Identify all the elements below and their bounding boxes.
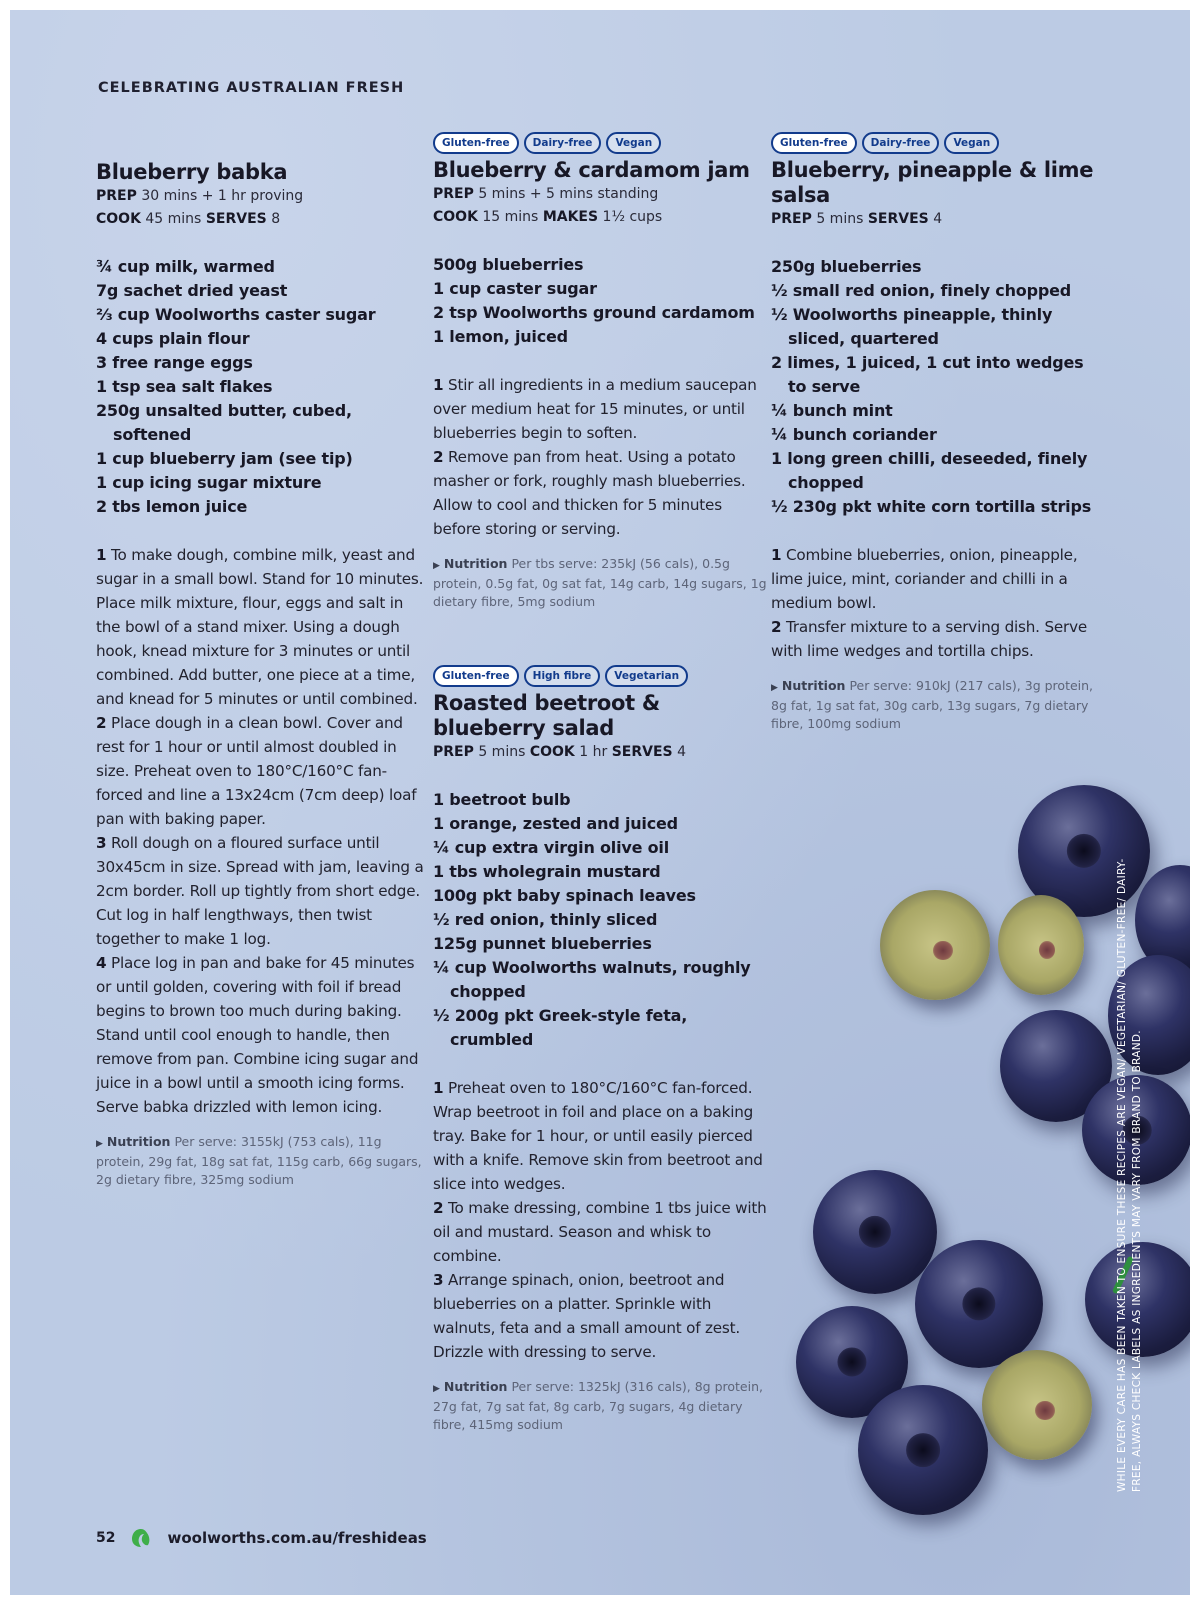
blueberry	[915, 1240, 1043, 1368]
triangle-bullet-icon: ▶	[433, 1384, 440, 1394]
nutrition-info	[96, 1133, 426, 1189]
method-steps	[96, 543, 426, 1119]
ingredient-item: ¼ cup Woolworths walnuts, roughly chopped	[433, 958, 751, 1001]
recipe-roasted-beetroot-salad	[433, 665, 768, 1434]
nutrition-info	[433, 555, 768, 611]
badge-gluten-free: Gluten-free	[771, 132, 857, 154]
ingredient-item: 7g sachet dried yeast	[96, 281, 288, 300]
nutrition-label: Nutrition	[781, 678, 846, 693]
ingredient-item: ½ small red onion, finely chopped	[771, 281, 1071, 300]
cook-value: 45 mins	[145, 211, 202, 227]
ingredient-item: 1 cup icing sugar mixture	[96, 473, 322, 492]
step-number: 2	[96, 714, 107, 732]
nutrition-label: Nutrition	[106, 1134, 171, 1149]
method-steps	[433, 373, 768, 541]
recipe-blueberry-pineapple-salsa	[771, 132, 1101, 733]
badge-vegan: Vegan	[944, 132, 999, 154]
method-steps	[771, 543, 1101, 663]
page-footer	[96, 1526, 427, 1550]
blueberry-seed	[1035, 1401, 1055, 1421]
step-number: 4	[96, 954, 107, 972]
blueberry	[858, 1385, 988, 1515]
blueberry	[813, 1170, 937, 1294]
ingredient-list	[771, 255, 1101, 519]
blueberry-crown	[906, 1433, 940, 1467]
prep-label: PREP	[771, 211, 812, 227]
step-number: 1	[433, 376, 444, 394]
makes-label: MAKES	[542, 209, 599, 225]
recipe-meta	[771, 208, 1101, 231]
nutrition-text: Per tbs serve: 235kJ (56 cals), 0.5g protein, 0.5g fat, 0g sat fat, 14g carb, 14g sugars, 1g dietary fibre, 5mg sodium	[433, 556, 767, 609]
ingredient-item: 125g punnet blueberries	[433, 934, 652, 953]
recipe-page	[10, 10, 1190, 1595]
ingredient-item: ¼ bunch coriander	[771, 425, 937, 444]
ingredient-item: ½ 230g pkt white corn tortilla strips	[771, 497, 1092, 516]
ingredient-item: ½ Woolworths pineapple, thinly sliced, quartered	[771, 305, 1053, 348]
serves-label: SERVES	[205, 211, 267, 227]
step-number: 1	[771, 546, 782, 564]
recipe-title: Blueberry & cardamom jam	[433, 158, 750, 182]
serves-value: 4	[933, 211, 943, 227]
method-step	[771, 543, 1101, 615]
section-title: CELEBRATING AUSTRALIAN FRESH	[98, 80, 405, 96]
footer-url-link[interactable]: woolworths.com.au/freshideas	[167, 1529, 427, 1547]
prep-label: PREP	[433, 744, 474, 760]
method-step	[771, 615, 1101, 663]
step-text: Place log in pan and bake for 45 minutes or until golden, covering with foil if bread begins to brown too much during baking. Stand until cool enough to handle, then remove from pan. Combine icing sugar and juice in a bowl until a smooth icing forms. Serve babka drizzled with lemon icing.	[96, 954, 419, 1116]
step-number: 2	[433, 448, 444, 466]
recipe-title: Blueberry babka	[96, 160, 288, 184]
step-text: Remove pan from heat. Using a potato masher or fork, roughly mash blueberries. Allow to cool and thicken for 5 minutes before storing or serving.	[433, 448, 746, 538]
ingredient-item: ¼ cup extra virgin olive oil	[433, 838, 669, 857]
woolworths-logo-icon	[129, 1526, 153, 1550]
step-number: 1	[433, 1079, 444, 1097]
triangle-bullet-icon: ▶	[771, 683, 778, 693]
badge-vegan: Vegan	[606, 132, 661, 154]
ingredient-list	[433, 253, 768, 349]
blueberry-crown	[859, 1216, 891, 1248]
ingredient-item: 1 lemon, juiced	[433, 327, 568, 346]
dietary-badges	[433, 665, 768, 687]
ingredient-item: 1 long green chilli, deseeded, finely chopped	[771, 449, 1088, 492]
column-right	[771, 132, 1101, 733]
method-step	[433, 1196, 768, 1268]
nutrition-text: Per serve: 1325kJ (316 cals), 8g protein, 27g fat, 7g sat fat, 8g carb, 7g sugars, 4g dietary fibre, 415mg sodium	[433, 1379, 763, 1432]
ingredient-item: 3 free range eggs	[96, 353, 253, 372]
method-step	[96, 711, 426, 831]
ingredient-item: 1 cup blueberry jam (see tip)	[96, 449, 353, 468]
method-steps	[433, 1076, 768, 1364]
badge-high-fibre: High fibre	[524, 665, 601, 687]
blueberry-half	[998, 895, 1084, 995]
recipe-title: Roasted beetroot & blueberry salad	[433, 691, 660, 740]
step-number: 2	[433, 1199, 444, 1217]
page-number: 52	[96, 1530, 116, 1546]
ingredient-item: 2 limes, 1 juiced, 1 cut into wedges to serve	[771, 353, 1084, 396]
step-number: 3	[433, 1271, 444, 1289]
step-text: Roll dough on a floured surface until 30x45cm in size. Spread with jam, leaving a 2cm border. Roll up tightly from short edge. Cut log in half lengthways, then twist together to make 1 log.	[96, 834, 424, 948]
ingredient-item: 2 tbs lemon juice	[96, 497, 248, 516]
ingredient-item: 250g unsalted butter, cubed, softened	[96, 401, 352, 444]
method-step	[96, 543, 426, 711]
blueberry-seed	[933, 941, 953, 961]
prep-value: 30 mins + 1 hr proving	[141, 188, 304, 204]
step-text: Place dough in a clean bowl. Cover and rest for 1 hour or until almost doubled in size. Preheat oven to 180°C/160°C fan-forced and line a 13x24cm (7cm deep) loaf pan with baking paper.	[96, 714, 417, 828]
method-step	[433, 1268, 768, 1364]
prep-value: 5 mins	[478, 744, 526, 760]
nutrition-info	[771, 677, 1101, 733]
blueberry-half	[880, 890, 990, 1000]
ingredient-item: 1 cup caster sugar	[433, 279, 597, 298]
ingredient-item: 1 tsp sea salt flakes	[96, 377, 273, 396]
recipe-title: Blueberry, pineapple & lime salsa	[771, 158, 1094, 207]
ingredient-item: 2 tsp Woolworths ground cardamom	[433, 303, 755, 322]
step-text: Combine blueberries, onion, pineapple, lime juice, mint, coriander and chilli in a medium bowl.	[771, 546, 1078, 612]
triangle-bullet-icon: ▶	[433, 561, 440, 571]
cook-label: COOK	[529, 744, 575, 760]
step-text: Arrange spinach, onion, beetroot and blueberries on a platter. Sprinkle with walnuts, feta and a small amount of zest. Drizzle with dressing to serve.	[433, 1271, 741, 1361]
recipe-meta	[433, 741, 768, 764]
recipe-blueberry-babka	[96, 160, 426, 1189]
step-text: Preheat oven to 180°C/160°C fan-forced. Wrap beetroot in foil and place on a baking tray. Bake for 1 hour, or until easily pierced with a knife. Remove skin from beetroot and slice into wedges.	[433, 1079, 763, 1193]
blueberry-crown	[962, 1287, 995, 1320]
woolworths-logo-svg	[129, 1526, 153, 1550]
serves-value: 4	[677, 744, 686, 760]
ingredient-list	[433, 788, 768, 1052]
method-step	[96, 831, 426, 951]
ingredient-item: ½ red onion, thinly sliced	[433, 910, 658, 929]
blueberry-crown	[837, 1347, 866, 1376]
serves-label: SERVES	[867, 211, 929, 227]
nutrition-text: Per serve: 3155kJ (753 cals), 11g protein, 29g fat, 18g sat fat, 115g carb, 66g sugars, 2g dietary fibre, 325mg sodium	[96, 1134, 422, 1187]
ingredient-item: 1 beetroot bulb	[433, 790, 571, 809]
method-step	[433, 373, 768, 445]
ingredient-item: ¼ bunch mint	[771, 401, 893, 420]
cook-value: 15 mins	[482, 209, 539, 225]
ingredient-item: ⅔ cup Woolworths caster sugar	[96, 305, 376, 324]
step-text: Stir all ingredients in a medium saucepan over medium heat for 15 minutes, or until blueberries begin to soften.	[433, 376, 757, 442]
dietary-badges	[771, 132, 1101, 154]
serves-label: SERVES	[611, 744, 673, 760]
serves-value: 8	[271, 211, 281, 227]
step-number: 2	[771, 618, 782, 636]
badge-gluten-free: Gluten-free	[433, 132, 519, 154]
triangle-bullet-icon: ▶	[96, 1139, 103, 1149]
nutrition-text: Per serve: 910kJ (217 cals), 3g protein, 8g fat, 1g sat fat, 30g carb, 13g sugars, 7g dietary fibre, 100mg sodium	[771, 678, 1094, 731]
method-step	[433, 1076, 768, 1196]
step-text: To make dough, combine milk, yeast and sugar in a small bowl. Stand for 10 minutes. Place milk mixture, flour, eggs and salt in the bowl of a stand mixer. Using a dough hook, knead mixture for 3 minutes or until combined. Add butter, one piece at a time, and knead for 5 minutes or until combined.	[96, 546, 424, 708]
ingredient-item: 500g blueberries	[433, 255, 584, 274]
dietary-badges	[433, 132, 768, 154]
method-step	[433, 445, 768, 541]
method-step	[96, 951, 426, 1119]
prep-label: PREP	[96, 188, 137, 204]
badge-gluten-free: Gluten-free	[433, 665, 519, 687]
ingredient-item: 4 cups plain flour	[96, 329, 250, 348]
badge-dairy-free: Dairy-free	[524, 132, 602, 154]
column-middle	[433, 132, 768, 1434]
nutrition-label: Nutrition	[443, 556, 508, 571]
prep-value: 5 mins	[816, 211, 864, 227]
ingredient-item: 1 orange, zested and juiced	[433, 814, 678, 833]
ingredient-item: ¾ cup milk, warmed	[96, 257, 275, 276]
column-left	[96, 160, 426, 1189]
ingredient-item: 250g blueberries	[771, 257, 922, 276]
step-text: Transfer mixture to a serving dish. Serve with lime wedges and tortilla chips.	[771, 618, 1087, 660]
ingredient-item: ½ 200g pkt Greek-style feta, crumbled	[433, 1006, 688, 1049]
dietary-disclaimer: WHILE EVERY CARE HAS BEEN TAKEN TO ENSURE THESE RECIPES ARE VEGAN/ VEGETARIAN/ GLUTEN-FREE/ DAIRY-FREE, ALWAYS CHECK LABELS AS INGREDIENTS MAY VARY FROM BRAND TO BRAND.	[1116, 858, 1143, 1492]
blueberry-seed	[1039, 941, 1054, 959]
step-text: To make dressing, combine 1 tbs juice with oil and mustard. Season and whisk to combine.	[433, 1199, 767, 1265]
ingredient-item: 1 tbs wholegrain mustard	[433, 862, 661, 881]
badge-dairy-free: Dairy-free	[862, 132, 940, 154]
step-number: 1	[96, 546, 107, 564]
recipe-meta-prep	[96, 185, 426, 208]
ingredient-item: 100g pkt baby spinach leaves	[433, 886, 696, 905]
recipe-meta-cook	[96, 208, 426, 231]
makes-value: 1½ cups	[602, 209, 663, 225]
cook-label: COOK	[433, 209, 478, 225]
recipe-meta-cook	[433, 206, 768, 229]
nutrition-label: Nutrition	[443, 1379, 508, 1394]
step-number: 3	[96, 834, 107, 852]
ingredient-list	[96, 255, 426, 519]
prep-value: 5 mins + 5 mins standing	[478, 186, 659, 202]
cook-value: 1 hr	[579, 744, 608, 760]
recipe-blueberry-cardamom-jam	[433, 132, 768, 611]
blueberry-crown	[1067, 834, 1101, 868]
nutrition-info	[433, 1378, 768, 1434]
prep-label: PREP	[433, 186, 474, 202]
badge-vegetarian: Vegetarian	[605, 665, 688, 687]
cook-label: COOK	[96, 211, 141, 227]
recipe-meta-prep	[433, 183, 768, 206]
blueberry-half	[982, 1350, 1092, 1460]
